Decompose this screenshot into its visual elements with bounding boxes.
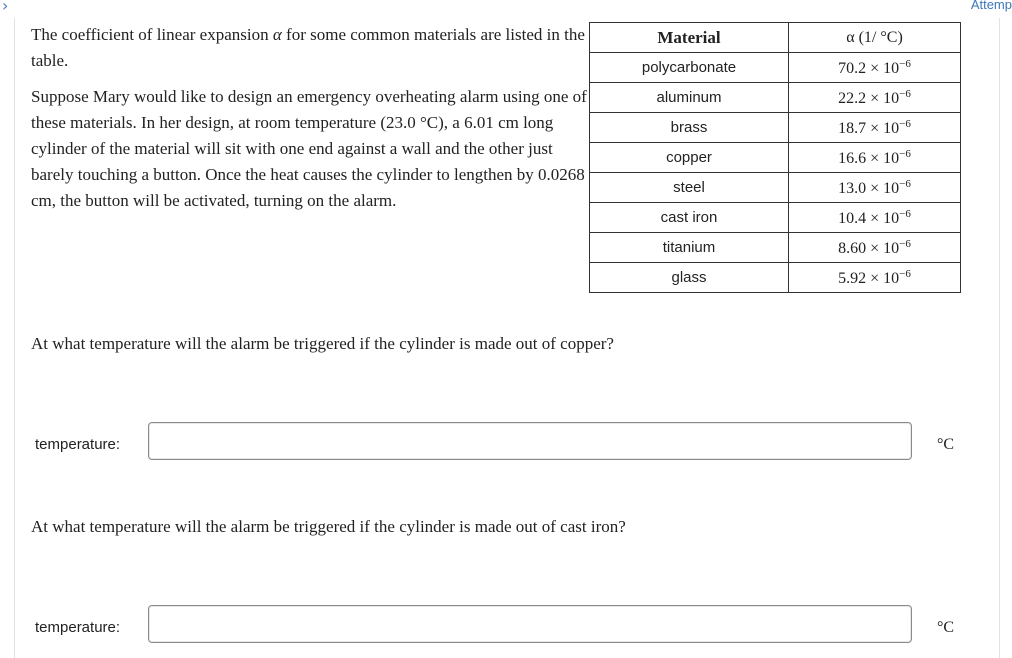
temperature-label-cast-iron: temperature: bbox=[35, 619, 121, 636]
alpha-mantissa: 70.2 × 10 bbox=[838, 59, 900, 77]
question-cast-iron: At what temperature will the alarm be triggered if the cylinder is made out of cast iron? bbox=[31, 517, 626, 536]
table-row bbox=[590, 83, 961, 113]
question-copper: At what temperature will the alarm be triggered if the cylinder is made out of copper? bbox=[31, 334, 614, 353]
materials-table bbox=[589, 22, 961, 293]
problem-intro bbox=[31, 22, 591, 214]
alpha-value bbox=[789, 263, 961, 293]
table-row bbox=[590, 143, 961, 173]
alpha-mantissa: 22.2 × 10 bbox=[838, 89, 900, 107]
table-row bbox=[590, 173, 961, 203]
alpha-value bbox=[789, 233, 961, 263]
alpha-value bbox=[789, 143, 961, 173]
material-name: copper bbox=[590, 143, 789, 173]
alpha-mantissa: 18.7 × 10 bbox=[838, 119, 900, 137]
temperature-input-copper[interactable] bbox=[148, 422, 912, 460]
temperature-input-cast-iron[interactable] bbox=[148, 605, 912, 643]
question-panel bbox=[14, 18, 1000, 658]
alpha-exponent: −6 bbox=[899, 117, 911, 130]
alpha-value bbox=[789, 203, 961, 233]
alpha-mantissa: 8.60 × 10 bbox=[838, 239, 900, 257]
alpha-exponent: −6 bbox=[899, 147, 911, 160]
alpha-symbol: α bbox=[272, 25, 282, 44]
table-header-row bbox=[590, 23, 961, 53]
intro-paragraph-1 bbox=[31, 22, 591, 74]
material-name: brass bbox=[590, 113, 789, 143]
chevron-right-icon[interactable]: › bbox=[2, 0, 9, 15]
intro-text: for some common materials are listed in the table. bbox=[31, 25, 585, 70]
attempt-link[interactable]: Attemp bbox=[970, 0, 1012, 12]
alpha-exponent: −6 bbox=[899, 267, 911, 280]
top-bar bbox=[0, 0, 1012, 18]
alpha-exponent: −6 bbox=[899, 57, 911, 70]
alpha-value bbox=[789, 53, 961, 83]
temperature-label-copper: temperature: bbox=[35, 436, 121, 453]
intro-paragraph-2: Suppose Mary would like to design an emergency overheating alarm using one of these materials. In her design, at room temperature (23.0 °C), a 6.01 cm long cylinder of the material will sit with one end against a wall and the other just barely touching a button. Once the heat causes the cylinder to lengthen by 0.0268 cm, the button will be activated, turning on the alarm. bbox=[31, 87, 587, 210]
material-name: polycarbonate bbox=[590, 53, 789, 83]
table-row bbox=[590, 53, 961, 83]
unit-label-cast-iron: °C bbox=[937, 619, 955, 636]
alpha-exponent: −6 bbox=[899, 237, 911, 250]
alpha-mantissa: 10.4 × 10 bbox=[838, 209, 900, 227]
table-row bbox=[590, 233, 961, 263]
alpha-value bbox=[789, 83, 961, 113]
material-name: steel bbox=[590, 173, 789, 203]
table-row bbox=[590, 113, 961, 143]
header-material: Material bbox=[590, 23, 789, 53]
material-name: titanium bbox=[590, 233, 789, 263]
table-row bbox=[590, 263, 961, 293]
alpha-mantissa: 5.92 × 10 bbox=[838, 269, 900, 287]
alpha-mantissa: 13.0 × 10 bbox=[838, 179, 900, 197]
alpha-value bbox=[789, 113, 961, 143]
unit-label-copper: °C bbox=[937, 436, 955, 453]
material-name: aluminum bbox=[590, 83, 789, 113]
alpha-value bbox=[789, 173, 961, 203]
alpha-mantissa: 16.6 × 10 bbox=[838, 149, 900, 167]
header-alpha: α (1/ °C) bbox=[789, 23, 961, 53]
alpha-exponent: −6 bbox=[899, 177, 911, 190]
alpha-exponent: −6 bbox=[899, 87, 911, 100]
table-row bbox=[590, 203, 961, 233]
alpha-exponent: −6 bbox=[899, 207, 911, 220]
material-name: cast iron bbox=[590, 203, 789, 233]
intro-text: The coefficient of linear expansion bbox=[31, 25, 273, 44]
material-name: glass bbox=[590, 263, 789, 293]
